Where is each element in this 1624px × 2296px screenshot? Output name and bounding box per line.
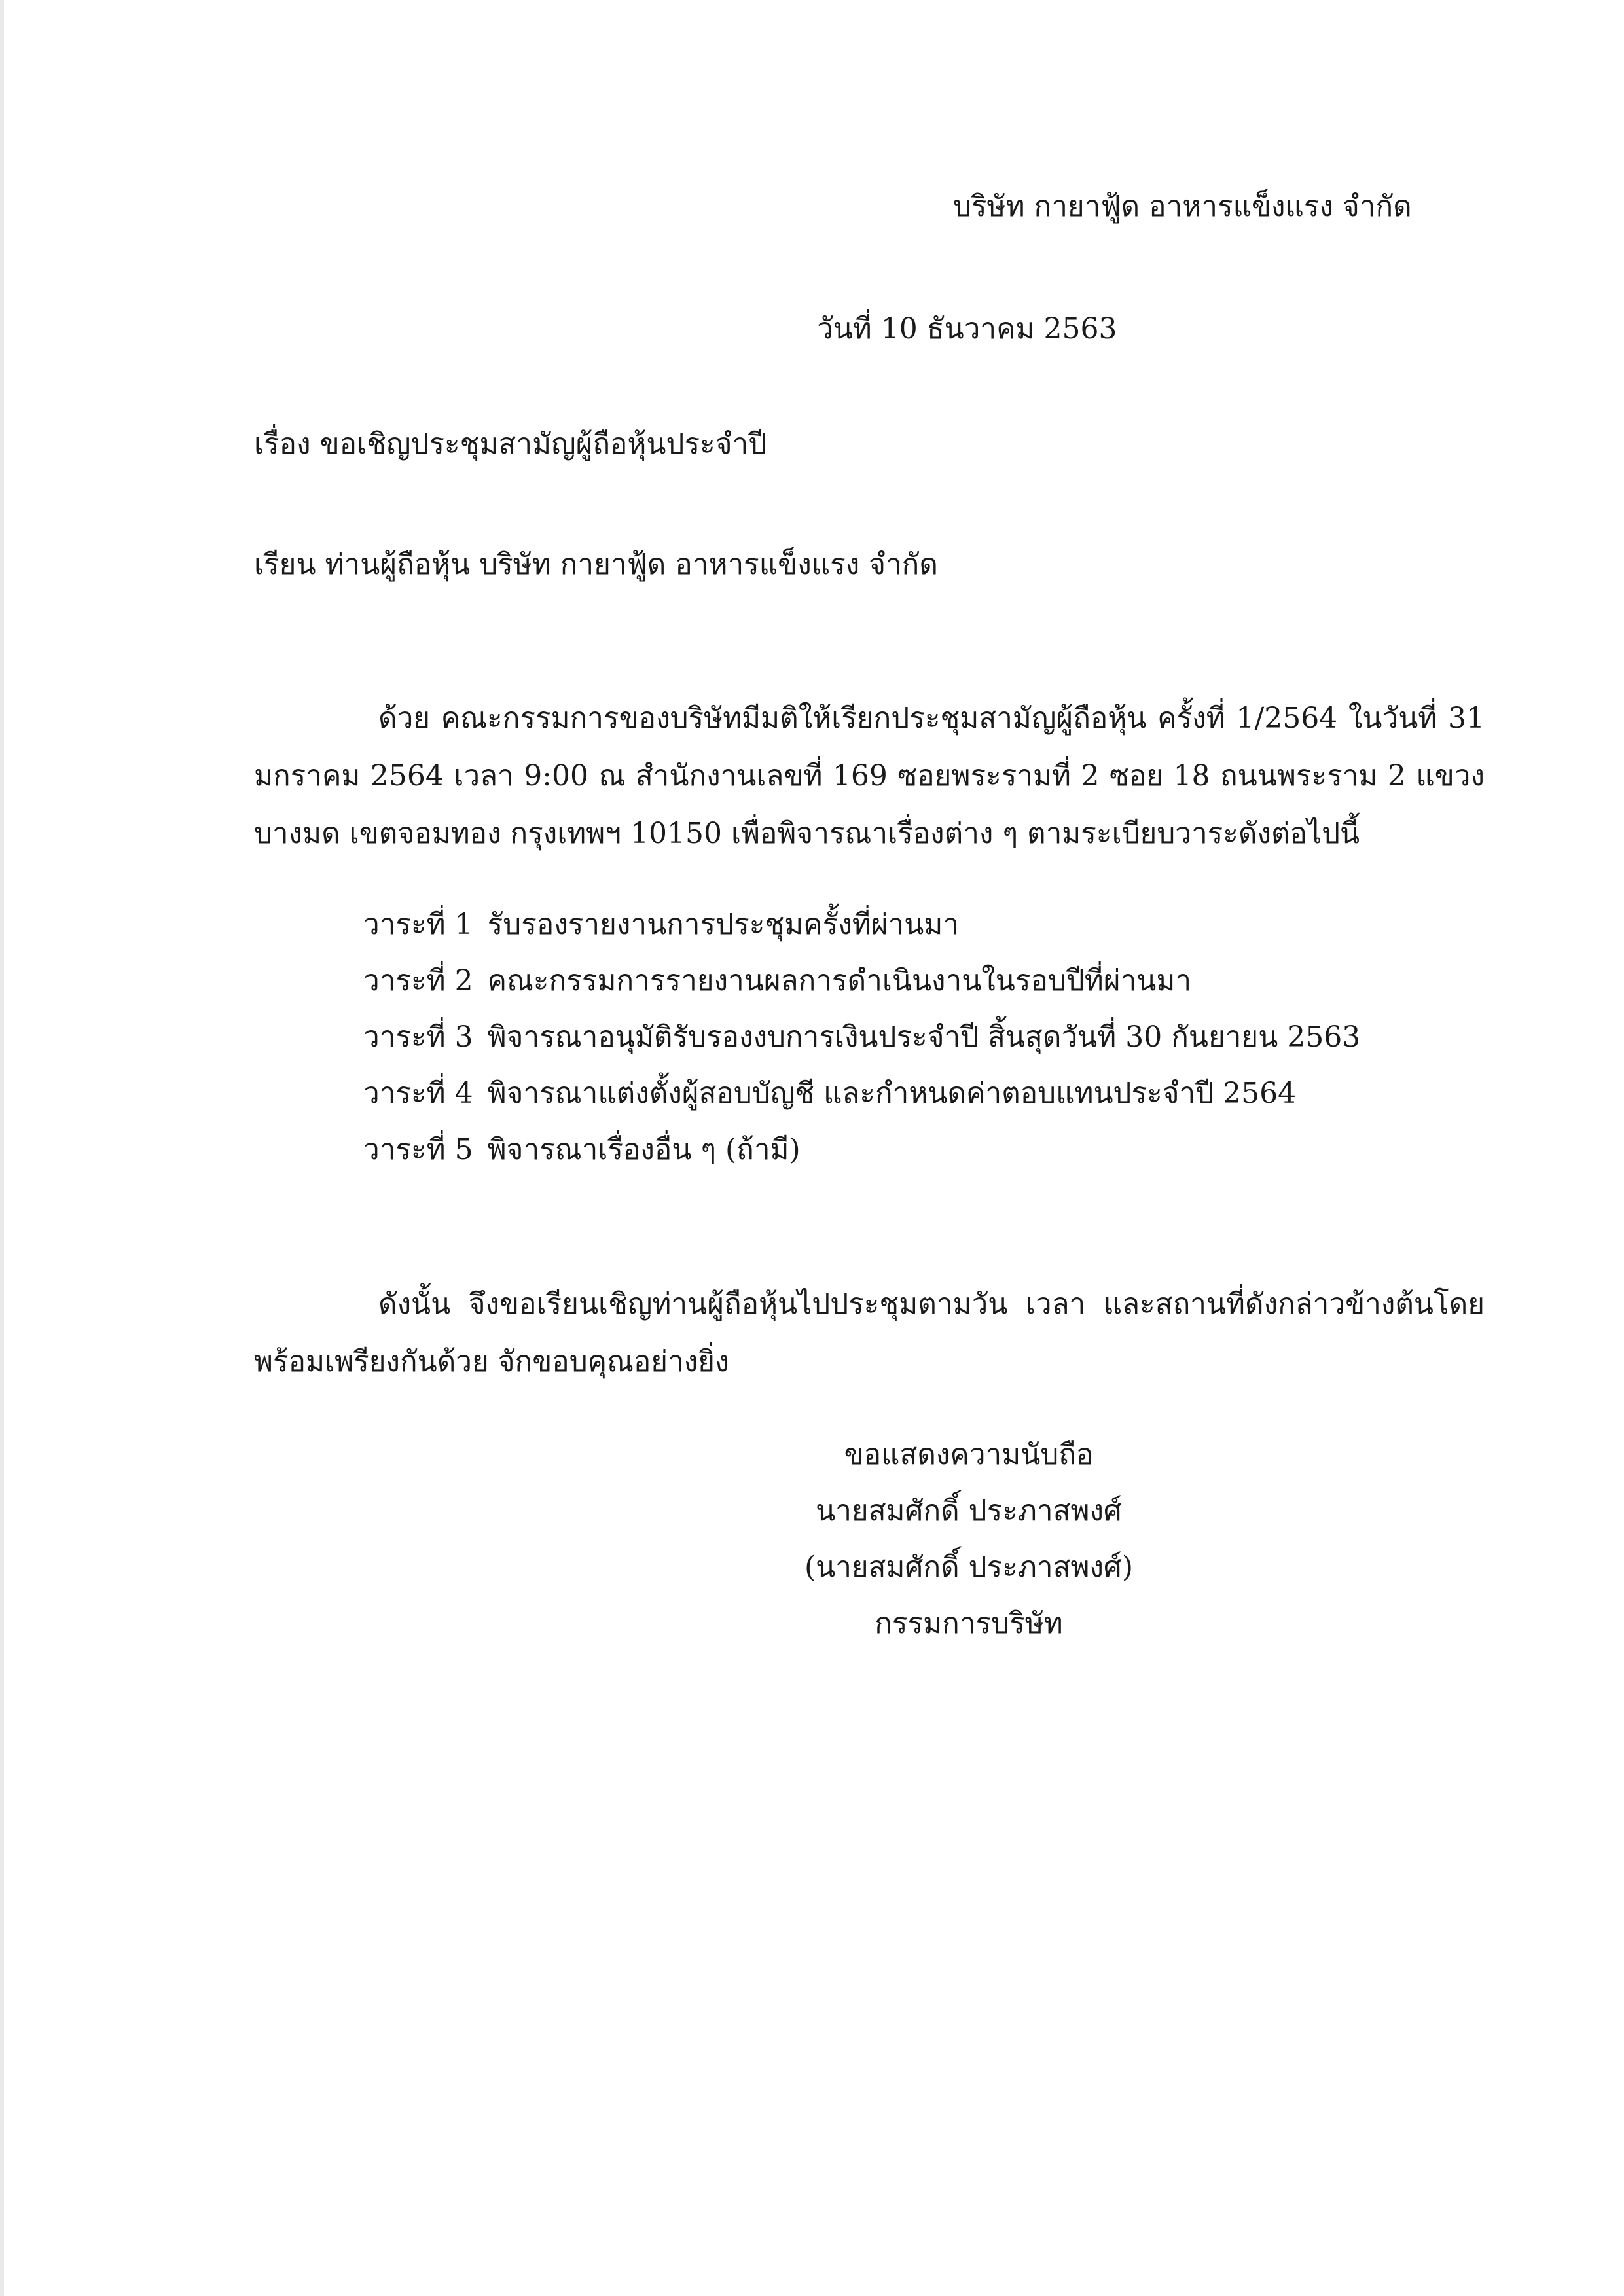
agenda-number: วาระที่ 5 <box>363 1133 473 1166</box>
agenda-text: พิจารณาเรื่องอื่น ๆ (ถ้ามี) <box>487 1133 801 1166</box>
agenda-text: รับรองรายงานการประชุมครั้งที่ผ่านมา <box>487 908 960 941</box>
signature-regards: ขอแสดงความนับถือ <box>844 1438 1094 1471</box>
agenda-number: วาระที่ 2 <box>363 964 473 997</box>
agenda-number: วาระที่ 3 <box>363 1020 473 1054</box>
signature-block <box>759 1427 1178 1652</box>
signature-printed-name: (นายสมศักดิ์ ประภาสพงศ์) <box>804 1551 1134 1584</box>
letter-salutation: เรียน ท่านผู้ถือหุ้น บริษัท กายาฟู้ด อาหารแข็งแรง จำกัด <box>254 548 938 581</box>
agenda-number: วาระที่ 4 <box>363 1077 473 1110</box>
agenda-text: พิจารณาแต่งตั้งผู้สอบบัญชี และกำหนดค่าตอบแทนประจำปี 2564 <box>487 1077 1297 1110</box>
letter-subject: เรื่อง ขอเชิญประชุมสามัญผู้ถือหุ้นประจำปี <box>254 427 767 461</box>
agenda-item-5 <box>363 1122 1360 1178</box>
signature-position: กรรมการบริษัท <box>875 1607 1063 1640</box>
agenda-number: วาระที่ 1 <box>363 908 473 941</box>
signature-name: นายสมศักดิ์ ประภาสพงศ์ <box>816 1494 1122 1528</box>
agenda-item-1 <box>363 897 1360 953</box>
agenda-item-3 <box>363 1009 1360 1066</box>
agenda-item-2 <box>363 953 1360 1009</box>
agenda-item-4 <box>363 1066 1360 1122</box>
letter-date: วันที่ 10 ธันวาคม 2563 <box>817 312 1117 346</box>
body-paragraph: ด้วย คณะกรรมการของบริษัทมีมติให้เรียกประชุมสามัญผู้ถือหุ้น ครั้งที่ 1/2564 ในวันที่ 31 มกราคม 2564 เวลา 9:00 ณ สำนักงานเลขที่ 169 ซอยพระรามที่ 2 ซอย 18 ถนนพระราม 2 แขวงบางมด เขตจอมทอง กรุงเทพฯ 10150 เพื่อพิจารณาเรื่องต่าง ๆ ตามระเบียบวาระดังต่อไปนี้ <box>254 702 1485 850</box>
company-header: บริษัท กายาฟู้ด อาหารแข็งแรง จำกัด <box>953 190 1412 223</box>
agenda-text: พิจารณาอนุมัติรับรองงบการเงินประจำปี สิ้นสุดวันที่ 30 กันยายน 2563 <box>487 1020 1361 1054</box>
closing-paragraph: ดังนั้น จึงขอเรียนเชิญท่านผู้ถือหุ้นไปประชุมตามวัน เวลา และสถานที่ดังกล่าวข้างต้นโดยพร้อมเพรียงกันด้วย จักขอบคุณอย่างยิ่ง <box>254 1287 1485 1378</box>
page-edge <box>0 0 4 2296</box>
agenda-text: คณะกรรมการรายงานผลการดำเนินงานในรอบปีที่ผ่านมา <box>487 964 1192 997</box>
agenda-list <box>363 897 1360 1178</box>
